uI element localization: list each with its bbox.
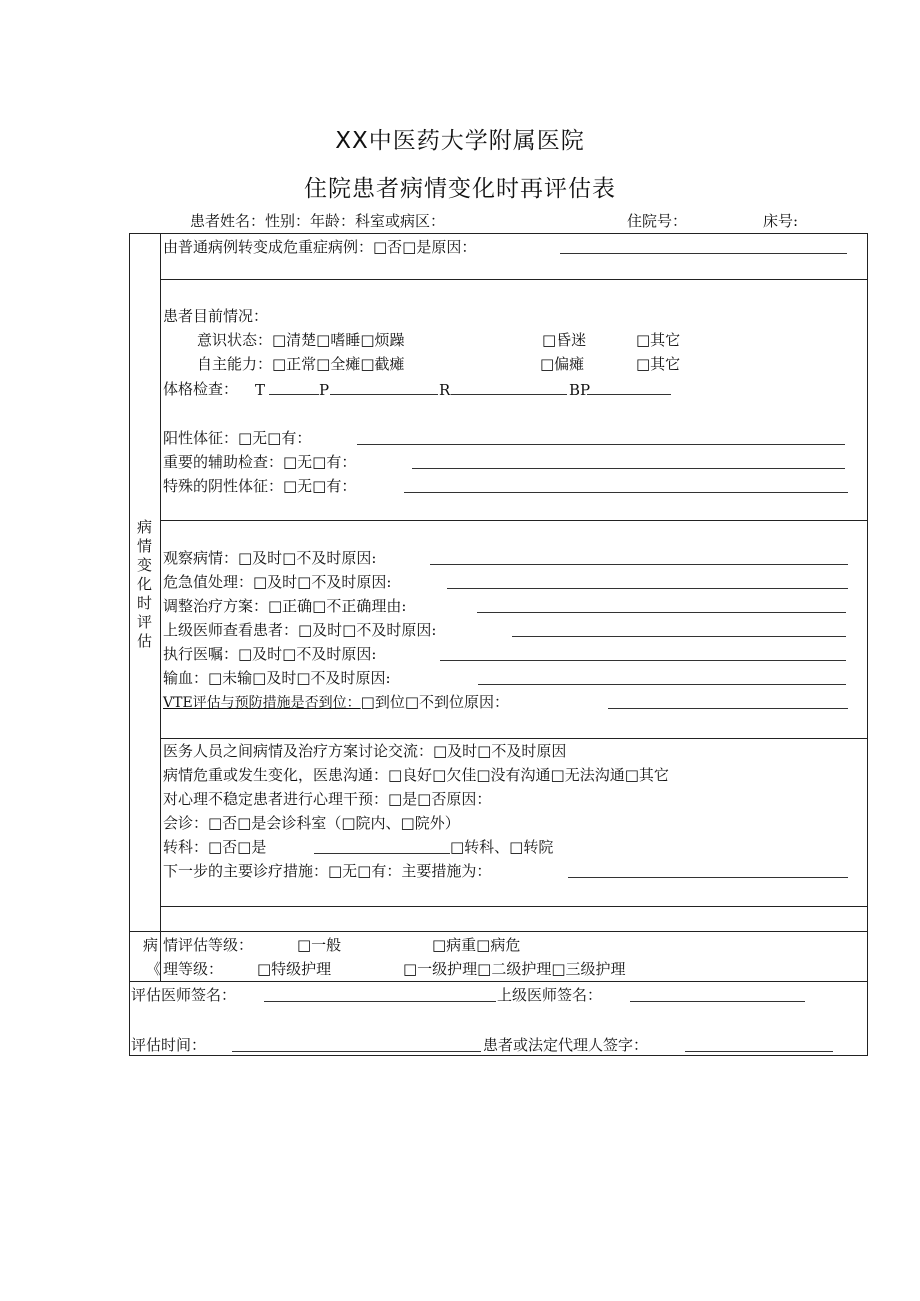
transfer-label: 转科：□否□是 [163,838,267,856]
section-vertical-label [129,518,160,651]
psych-intervention-label: 对心理不稳定患者进行心理干预：□是□否原因： [163,790,492,808]
exam-pulse-label: P [319,381,330,399]
consciousness-other-option[interactable]: □其它 [636,331,681,349]
patient-sign-field[interactable] [685,1037,833,1052]
vlabel-char: 时 [136,594,152,612]
negative-signs-field[interactable] [404,478,848,493]
consciousness-coma-option[interactable]: □昏迷 [542,331,587,349]
selfcare-options[interactable]: 自主能力：□正常□全瘫□截瘫 [197,355,405,373]
vte-options[interactable]: □到位□不到位原因： [360,693,510,711]
negative-signs-label: 特殊的阴性体征：□无□有： [163,477,357,495]
senior-review-reason-field[interactable] [512,622,846,637]
assessment-time-field[interactable] [232,1037,481,1052]
aux-exam-label: 重要的辅助检查：□无□有： [163,453,357,471]
senior-doctor-sign-label: 上级医师签名： [497,986,603,1004]
assessment-time-label: 评估时间： [131,1036,207,1054]
label-column-divider [160,233,161,982]
assessing-doctor-sign-label: 评估医师签名： [131,986,237,1004]
critical-value-label: 危急值处理：□及时□不及时原因: [163,573,392,591]
positive-signs-field[interactable] [357,430,845,445]
observe-label: 观察病情：□及时□不及时原因: [163,549,377,567]
care-grade-prefix: 《 [146,960,162,978]
vlabel-char: 情 [136,537,152,555]
critical-value-reason-field[interactable] [447,574,848,589]
transfusion-reason-field[interactable] [478,670,846,685]
orders-reason-field[interactable] [440,646,846,661]
illness-grade-severe-options[interactable]: □病重□病危 [432,936,521,954]
adjust-plan-label: 调整治疗方案：□正确□不正确理由: [163,597,407,615]
vte-row [163,691,509,714]
vlabel-char: 变 [136,556,152,574]
vlabel-char: 估 [136,632,152,650]
assessing-doctor-sign-field[interactable] [264,987,496,1002]
temperature-field[interactable] [269,381,319,395]
transfer-options[interactable]: □转科、□转院 [450,838,554,856]
senior-review-label: 上级医师查看患者：□及时□不及时原因: [163,621,437,639]
selfcare-hemiplegia-option[interactable]: □偏瘫 [540,355,585,373]
current-status-label: 患者目前情况： [163,307,269,325]
care-grade-special-option[interactable]: □特级护理 [257,960,332,978]
vte-question: VTE评估与预防措施是否到位： [163,695,361,711]
illness-grade-prefix: 病 [143,936,159,954]
vlabel-char: 病 [136,518,152,536]
transfusion-label: 输血：□未输□及时□不及时原因: [163,669,391,687]
vte-reason-field[interactable] [608,694,848,709]
row-divider-3 [160,738,868,739]
consultation-label: 会诊：□否□是会诊科室（□院内、□院外） [163,814,460,832]
blood-pressure-field[interactable] [587,381,671,395]
exam-respiration-label: R [439,381,451,399]
adjust-plan-reason-field[interactable] [477,598,846,613]
aux-exam-field[interactable] [412,454,845,469]
patient-info-line: 患者姓名：性别：年龄：科室或病区： [190,212,446,230]
row-divider-6 [129,981,868,982]
row-divider-4 [160,906,868,907]
observe-reason-field[interactable] [430,550,848,565]
critical-case-label: 由普通病例转变成危重症病例：□否□是原因： [163,238,477,256]
vlabel-char: 评 [136,613,152,631]
consciousness-options[interactable]: 意识状态：□清楚□嗜睡□烦躁 [197,331,405,349]
illness-grade-label: 情评估等级： [163,936,254,954]
next-step-field[interactable] [568,863,848,878]
positive-signs-label: 阳性体征：□无□有： [163,429,312,447]
care-grade-label: 理等级： [163,960,224,978]
exam-bp-label: BP [569,381,591,399]
patient-sign-label: 患者或法定代理人签字： [483,1036,649,1054]
admission-number-label: 住院号： [627,212,688,230]
next-step-label: 下一步的主要诊疗措施：□无□有：主要措施为： [163,862,492,880]
form-title: 住院患者病情变化时再评估表 [304,176,616,202]
exam-temperature-label: T [255,381,266,399]
bed-number-label: 床号: [763,212,799,230]
row-divider-2 [160,520,868,521]
communication-label: 病情危重或发生变化，医患沟通：□良好□欠佳□没有沟通□无法沟通□其它 [163,766,669,784]
row-divider-1 [160,279,868,280]
senior-doctor-sign-field[interactable] [630,987,805,1002]
respiration-field[interactable] [451,381,567,395]
row-divider-5 [129,931,868,932]
critical-case-row [163,236,476,258]
transfer-department-field[interactable] [314,839,450,854]
care-grade-options[interactable]: □一级护理□二级护理□三级护理 [403,960,626,978]
hospital-title: XX中医药大学附属医院 [335,128,585,154]
illness-grade-normal-option[interactable]: □一般 [297,936,342,954]
selfcare-other-option[interactable]: □其它 [636,355,681,373]
pulse-field[interactable] [330,381,438,395]
physical-exam-label: 体格检查： [163,380,239,398]
discussion-label: 医务人员之间病情及治疗方案讨论交流：□及时□不及时原因 [163,742,567,760]
vlabel-char: 化 [136,575,152,593]
orders-label: 执行医嘱：□及时□不及时原因: [163,645,377,663]
critical-reason-field[interactable] [560,239,847,254]
